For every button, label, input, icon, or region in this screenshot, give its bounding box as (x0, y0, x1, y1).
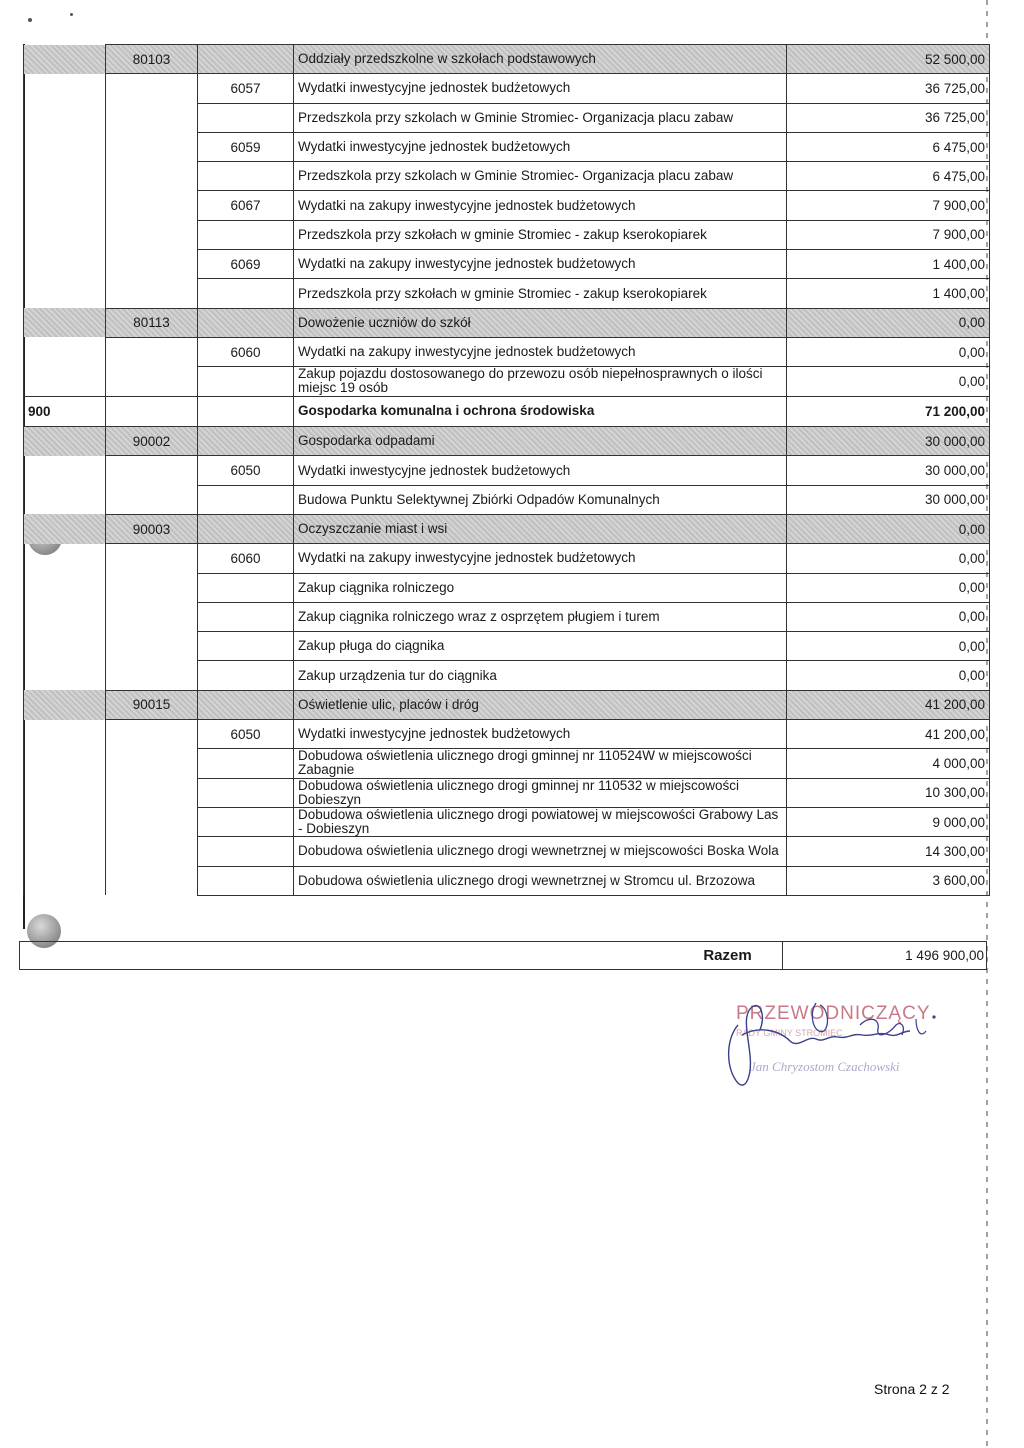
cell-chapter (106, 749, 198, 778)
cell-name: Wydatki inwestycyjne jednostek budżetowych (294, 132, 787, 161)
cell-amount: 30 000,00 (787, 485, 990, 514)
table-row (24, 45, 990, 74)
cell-name: Budowa Punktu Selektywnej Zbiórki Odpadów Komunalnych (294, 485, 787, 514)
cell-paragraph: 6060 (198, 337, 294, 366)
cell-division (24, 837, 106, 866)
cell-name: Dobudowa oświetlenia ulicznego drogi powiatowej w miejscowości Grabowy Las - Dobieszyn (294, 807, 787, 836)
table-row (24, 103, 990, 132)
table-row (24, 602, 990, 631)
table-row (24, 396, 990, 427)
cell-division (24, 778, 106, 807)
cell-name: Gospodarka odpadami (294, 427, 787, 456)
cell-amount: 9 000,00 (787, 807, 990, 836)
cell-name: Oddziały przedszkolne w szkołach podstawowych (294, 45, 787, 74)
table-row (24, 367, 990, 396)
cell-paragraph (198, 103, 294, 132)
cell-division (24, 103, 106, 132)
table-row (24, 544, 990, 573)
cell-amount: 41 200,00 (787, 690, 990, 719)
cell-paragraph (198, 220, 294, 249)
table-row (24, 690, 990, 719)
cell-paragraph (198, 162, 294, 191)
cell-paragraph: 6050 (198, 720, 294, 749)
cell-division (24, 807, 106, 836)
cell-division (24, 456, 106, 485)
cell-division (24, 220, 106, 249)
cell-amount: 0,00 (787, 337, 990, 366)
cell-amount: 0,00 (787, 602, 990, 631)
cell-paragraph: 6060 (198, 544, 294, 573)
cell-division (24, 367, 106, 396)
stamp-subtitle: RADY GMINY STROMIEC (736, 1028, 843, 1038)
cell-chapter (106, 191, 198, 220)
cell-amount: 4 000,00 (787, 749, 990, 778)
cell-name: Dobudowa oświetlenia ulicznego drogi wewnetrznej w Stromcu ul. Brzozowa (294, 866, 787, 895)
table-row (24, 74, 990, 103)
cell-paragraph (198, 807, 294, 836)
cell-amount: 0,00 (787, 308, 990, 337)
cell-division (24, 544, 106, 573)
cell-division (24, 162, 106, 191)
table-row (24, 162, 990, 191)
scan-speck (70, 13, 73, 16)
cell-chapter: 90003 (106, 514, 198, 543)
cell-name: Wydatki inwestycyjne jednostek budżetowych (294, 720, 787, 749)
cell-paragraph: 6067 (198, 191, 294, 220)
cell-division (24, 661, 106, 690)
cell-chapter (106, 337, 198, 366)
cell-paragraph (198, 602, 294, 631)
cell-chapter (106, 837, 198, 866)
table-row (24, 837, 990, 866)
cell-paragraph (198, 749, 294, 778)
cell-division (24, 279, 106, 308)
cell-chapter (106, 866, 198, 895)
table-row (24, 485, 990, 514)
cell-chapter (106, 250, 198, 279)
cell-amount: 3 600,00 (787, 866, 990, 895)
cell-paragraph (198, 632, 294, 661)
cell-paragraph: 6069 (198, 250, 294, 279)
cell-chapter (106, 456, 198, 485)
cell-amount: 0,00 (787, 514, 990, 543)
cell-amount: 30 000,00 (787, 456, 990, 485)
cell-paragraph (198, 367, 294, 396)
cell-chapter (106, 602, 198, 631)
cell-name: Wydatki na zakupy inwestycyjne jednostek budżetowych (294, 250, 787, 279)
table-row (24, 220, 990, 249)
cell-name: Dobudowa oświetlenia ulicznego drogi gminnej nr 110532 w miejscowości Dobieszyn (294, 778, 787, 807)
cell-amount: 36 725,00 (787, 74, 990, 103)
cell-division (24, 337, 106, 366)
cell-paragraph (198, 661, 294, 690)
cell-division (24, 45, 106, 74)
table-row (24, 749, 990, 778)
cell-amount: 6 475,00 (787, 162, 990, 191)
table-row (24, 720, 990, 749)
cell-division (24, 308, 106, 337)
cell-paragraph (198, 514, 294, 543)
total-label: Razem (703, 947, 752, 964)
cell-division (24, 74, 106, 103)
cell-name: Wydatki inwestycyjne jednostek budżetowych (294, 74, 787, 103)
cell-amount: 10 300,00 (787, 778, 990, 807)
cell-paragraph (198, 279, 294, 308)
cell-division (24, 514, 106, 543)
cell-division (24, 602, 106, 631)
cell-chapter: 90015 (106, 690, 198, 719)
cell-chapter (106, 544, 198, 573)
cell-name: Zakup ciągnika rolniczego wraz z osprzętem pługiem i turem (294, 602, 787, 631)
cell-division (24, 191, 106, 220)
cell-chapter (106, 485, 198, 514)
table-row (24, 132, 990, 161)
cell-chapter (106, 720, 198, 749)
table-row (24, 427, 990, 456)
cell-amount: 7 900,00 (787, 191, 990, 220)
cell-name: Dobudowa oświetlenia ulicznego drogi gminnej nr 110524W w miejscowości Zabagnie (294, 749, 787, 778)
cell-division (24, 250, 106, 279)
cell-name: Oczyszczanie miast i wsi (294, 514, 787, 543)
total-amount: 1 496 900,00 (905, 948, 984, 963)
table-row (24, 279, 990, 308)
cell-amount: 14 300,00 (787, 837, 990, 866)
cell-amount: 1 400,00 (787, 279, 990, 308)
cell-division (24, 690, 106, 719)
cell-chapter (106, 661, 198, 690)
cell-chapter (106, 103, 198, 132)
cell-division (24, 132, 106, 161)
total-separator (782, 942, 783, 969)
cell-paragraph (198, 866, 294, 895)
table-row (24, 573, 990, 602)
cell-chapter: 90002 (106, 427, 198, 456)
cell-chapter (106, 573, 198, 602)
signature-drawing (720, 995, 960, 1105)
cell-division (24, 749, 106, 778)
cell-paragraph: 6050 (198, 456, 294, 485)
cell-paragraph (198, 45, 294, 74)
cell-chapter (106, 632, 198, 661)
table-row (24, 191, 990, 220)
cell-amount: 0,00 (787, 544, 990, 573)
cell-chapter (106, 778, 198, 807)
total-row (19, 941, 987, 970)
cell-amount: 0,00 (787, 632, 990, 661)
cell-chapter (106, 162, 198, 191)
table-row (24, 778, 990, 807)
cell-name: Przedszkola przy szkołach w gminie Stromiec - zakup kserokopiarek (294, 279, 787, 308)
official-stamp (720, 995, 960, 1105)
cell-name: Wydatki inwestycyjne jednostek budżetowych (294, 456, 787, 485)
cell-amount: 52 500,00 (787, 45, 990, 74)
cell-chapter (106, 367, 198, 396)
cell-division: 900 (24, 396, 106, 427)
cell-chapter (106, 220, 198, 249)
cell-name: Zakup pojazdu dostosowanego do przewozu osób niepełnosprawnych o ilości miejsc 19 osób (294, 367, 787, 396)
cell-chapter: 80103 (106, 45, 198, 74)
cell-amount: 36 725,00 (787, 103, 990, 132)
stamp-title: PRZEWODNICZĄCY (736, 1003, 931, 1024)
cell-amount: 0,00 (787, 367, 990, 396)
cell-name: Dobudowa oświetlenia ulicznego drogi wewnetrznej w miejscowości Boska Wola (294, 837, 787, 866)
cell-name: Zakup urządzenia tur do ciągnika (294, 661, 787, 690)
cell-amount: 7 900,00 (787, 220, 990, 249)
cell-name: Dowożenie uczniów do szkół (294, 308, 787, 337)
cell-paragraph (198, 573, 294, 602)
cell-division (24, 866, 106, 895)
cell-division (24, 632, 106, 661)
cell-chapter: 80113 (106, 308, 198, 337)
cell-paragraph (198, 396, 294, 427)
cell-amount: 0,00 (787, 573, 990, 602)
cell-name: Wydatki na zakupy inwestycyjne jednostek budżetowych (294, 337, 787, 366)
cell-chapter (106, 279, 198, 308)
cell-division (24, 573, 106, 602)
table-row (24, 807, 990, 836)
stamp-name: Jan Chryzostom Czachowski (750, 1059, 900, 1074)
cell-amount: 41 200,00 (787, 720, 990, 749)
table-row (24, 514, 990, 543)
cell-chapter (106, 132, 198, 161)
cell-paragraph (198, 778, 294, 807)
cell-paragraph (198, 690, 294, 719)
cell-name: Przedszkola przy szkolach w Gminie Stromiec- Organizacja placu zabaw (294, 103, 787, 132)
scan-speck (28, 18, 32, 22)
cell-name: Przedszkola przy szkołach w gminie Stromiec - zakup kserokopiarek (294, 220, 787, 249)
cell-name: Zakup ciągnika rolniczego (294, 573, 787, 602)
cell-paragraph (198, 485, 294, 514)
cell-division (24, 427, 106, 456)
cell-name: Oświetlenie ulic, placów i dróg (294, 690, 787, 719)
table-row (24, 308, 990, 337)
cell-name: Wydatki na zakupy inwestycyjne jednostek budżetowych (294, 544, 787, 573)
budget-table (23, 44, 990, 896)
page-number: Strona 2 z 2 (874, 1381, 950, 1397)
cell-paragraph (198, 427, 294, 456)
table-row (24, 250, 990, 279)
cell-paragraph (198, 837, 294, 866)
cell-amount: 30 000,00 (787, 427, 990, 456)
cell-chapter (106, 396, 198, 427)
table-row (24, 866, 990, 895)
cell-amount: 1 400,00 (787, 250, 990, 279)
cell-division (24, 485, 106, 514)
cell-name: Przedszkola przy szkolach w Gminie Stromiec- Organizacja placu zabaw (294, 162, 787, 191)
table-row (24, 337, 990, 366)
cell-chapter (106, 807, 198, 836)
table-row (24, 456, 990, 485)
cell-paragraph (198, 308, 294, 337)
cell-amount: 6 475,00 (787, 132, 990, 161)
cell-chapter (106, 74, 198, 103)
cell-name: Zakup pługa do ciągnika (294, 632, 787, 661)
cell-amount: 71 200,00 (787, 396, 990, 427)
cell-name: Gospodarka komunalna i ochrona środowiska (294, 396, 787, 427)
cell-division (24, 720, 106, 749)
cell-paragraph: 6057 (198, 74, 294, 103)
cell-name: Wydatki na zakupy inwestycyjne jednostek budżetowych (294, 191, 787, 220)
table-row (24, 632, 990, 661)
table-row (24, 661, 990, 690)
cell-paragraph: 6059 (198, 132, 294, 161)
cell-amount: 0,00 (787, 661, 990, 690)
